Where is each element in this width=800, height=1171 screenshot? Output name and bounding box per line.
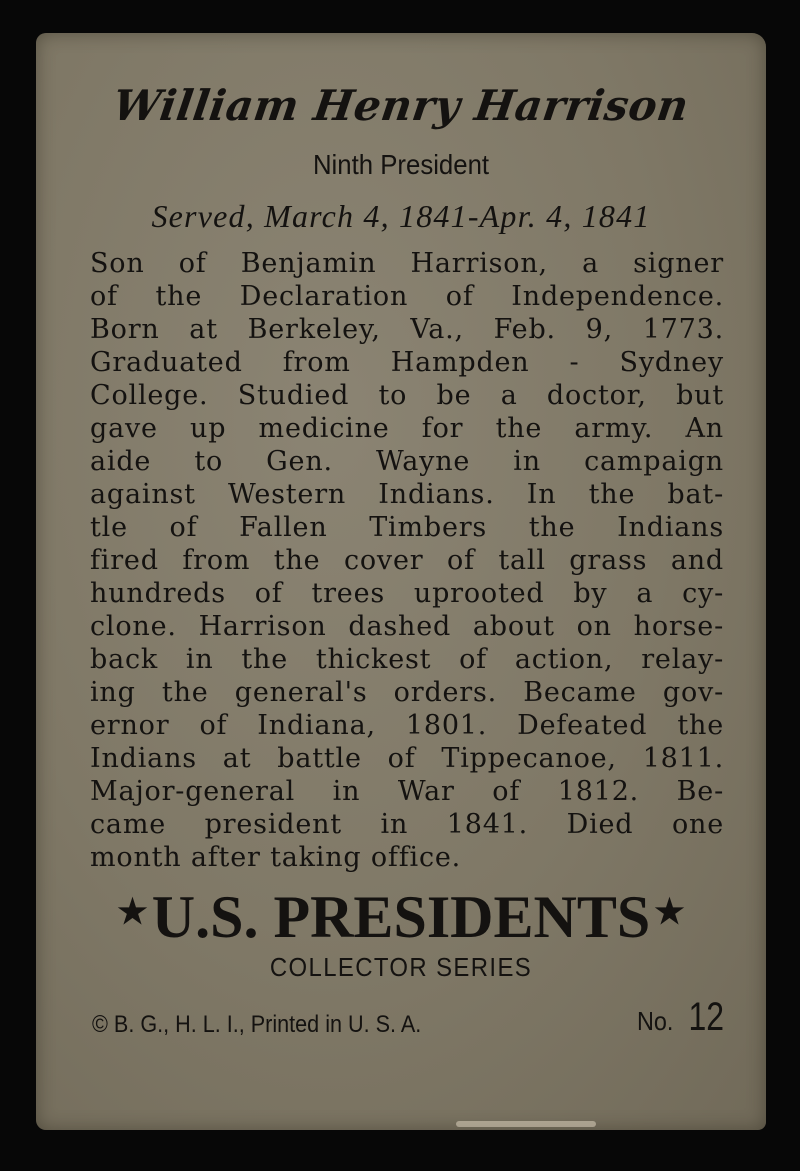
wear-mark [456,1121,596,1127]
star-icon: ★ [654,894,685,931]
bio-line: College. Studied to be a doctor, but [90,380,724,411]
star-icon: ★ [117,894,148,931]
bio-line: of the Declaration of Independence. [90,281,724,312]
bio-line: month after taking office. [90,842,462,873]
series-title [36,883,766,952]
term-dates: Served, March 4, 1841-Apr. 4, 1841 [151,198,651,234]
bio-line: back in the thickest of action, relay- [90,644,724,675]
biography-text [90,247,724,874]
bio-line: Major-general in War of 1812. Be- [90,776,724,807]
bio-line: Indians at battle of Tippecanoe, 1811. [90,743,724,774]
card-number [635,995,728,1040]
series-title-text: U.S. PRESIDENTS [151,884,651,950]
bio-line: against Western Indians. In the bat- [90,479,724,510]
bio-line: hundreds of trees uprooted by a cy- [90,578,724,609]
bio-line: Son of Benjamin Harrison, a signer [90,248,724,279]
card-number-value: 12 [687,995,724,1039]
bio-line: Graduated from Hampden - Sydney [90,347,724,378]
bio-line: tle of Fallen Timbers the Indians [90,512,724,543]
bio-line: fired from the cover of tall grass and [90,545,724,576]
bio-line: ing the general's orders. Became gov- [90,677,724,708]
president-signature: William Henry Harrison [110,81,692,130]
card-number-label: No. [637,1006,674,1036]
bio-line: Born at Berkeley, Va., Feb. 9, 1773. [90,314,724,345]
bio-line: came president in 1841. Died one [90,809,724,840]
trading-card-back [36,33,766,1130]
bio-line: gave up medicine for the army. An [90,413,724,444]
bio-line: ernor of Indiana, 1801. Defeated the [90,710,724,741]
president-ordinal: Ninth President [312,149,490,180]
bio-line: clone. Harrison dashed about on horse- [90,611,724,642]
series-subtitle: COLLECTOR SERIES [269,952,533,982]
copyright-notice: © B. G., H. L. I., Printed in U. S. A. [92,1011,422,1038]
bio-line: aide to Gen. Wayne in campaign [90,446,724,477]
